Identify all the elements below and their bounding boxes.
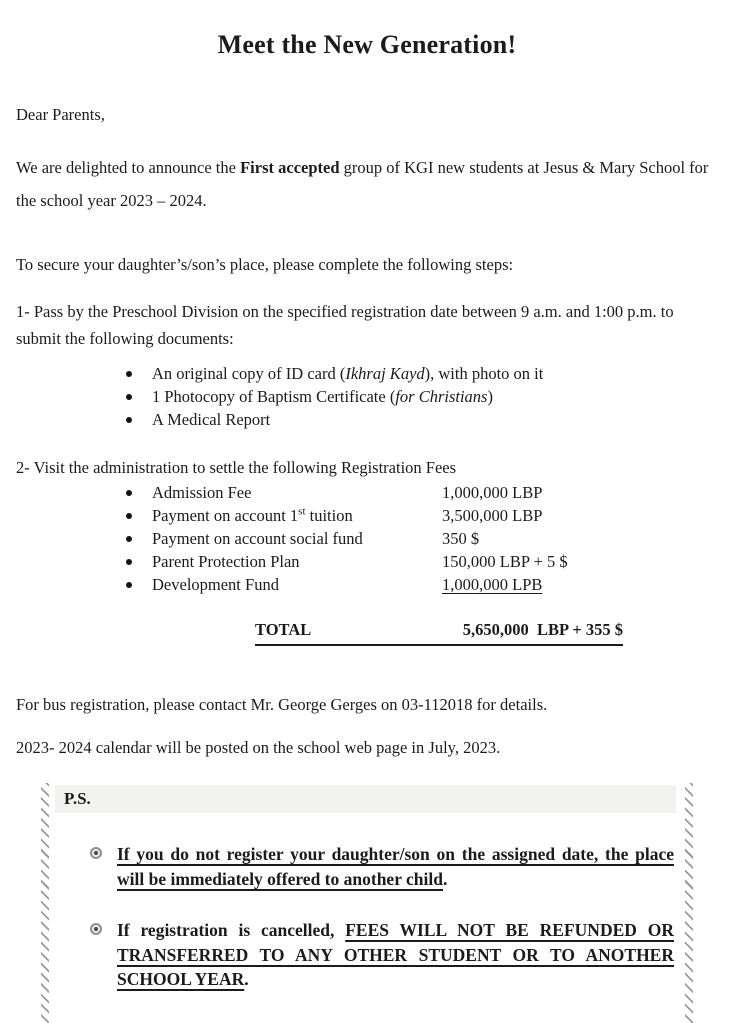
ps-note [90,842,674,891]
fee-amount: 1,000,000 LBP [442,483,543,502]
document-item-italic: for Christians [395,387,488,406]
bullet-icon [126,559,132,565]
ps-note-text [117,918,674,992]
documents-list [16,362,718,431]
document-item-italic: Ikhraj Kayd [345,364,425,383]
fee-label-post: tuition [305,506,353,525]
fee-label-pre: Parent Protection Plan [152,552,300,571]
document-item-pre: An original copy of ID card ( [152,364,346,383]
bullet-icon [126,490,132,496]
fee-label [152,481,442,504]
ps-note-plain: If registration is cancelled, [117,920,346,940]
document-item-post: ) [487,387,493,406]
ps-note-text [117,842,674,891]
bullet-icon [126,371,132,377]
document-list-item [126,362,718,385]
intro-paragraph [16,151,718,217]
bullet-icon [126,536,132,542]
ps-note-tail: . [244,969,249,989]
step-1-instruction: 1- Pass by the Preschool Division on the specified registration date between 9 a.m. and 1:00 p.m. to submit the following documents: [16,302,674,348]
ps-note-underlined: FEES WILL NOT BE REFUNDED OR TRANSFERRED TO ANY OTHER STUDENT OR TO ANOTHER SCHOOL YEAR [117,920,674,989]
intro-text-bold: First accepted [240,158,340,177]
fee-amount: 350 $ [442,529,480,548]
fee-row [126,550,718,573]
target-bullet-dot [94,927,98,931]
fee-row [126,573,718,596]
document-list-item [126,385,718,408]
document-item-post: ), with photo on it [424,364,544,383]
fee-label [152,573,442,596]
fee-label [152,527,442,550]
document-item-pre: A Medical Report [152,410,271,429]
target-bullet-icon [90,847,102,859]
salutation: Dear Parents, [16,105,105,124]
fee-label [152,504,442,527]
fee-amount: 3,500,000 LBP [442,506,543,525]
fee-amount: 1,000,000 LPB [442,575,543,594]
total-amount: 5,650,000 LBP + 355 $ [462,620,623,639]
calendar-line: 2023- 2024 calendar will be posted on the school web page in July, 2023. [16,738,501,757]
bullet-icon [126,582,132,588]
target-bullet-dot [94,851,98,855]
bullet-icon [126,417,132,423]
ps-header-bar [55,785,676,813]
ps-note-tail: . [442,868,448,889]
secure-place-line: To secure your daughter’s/son’s place, please complete the following steps: [16,255,514,274]
ps-box-right-border [685,783,693,1023]
fee-label-pre: Payment on account 1 [152,506,299,525]
fee-amount: 150,000 LBP + 5 $ [442,552,568,571]
fee-label-pre: Payment on account social fund [152,529,363,548]
bus-registration-line: For bus registration, please contact Mr. George Gerges on 03-112018 for details. [16,695,548,714]
fee-row [126,527,718,550]
bullet-icon [126,394,132,400]
fee-label [152,550,442,573]
ps-note-underlined: If you do not register your daughter/son on the assigned date, the place will be immediately offered to another child [117,844,674,889]
document-item-text [152,408,270,431]
fee-row [126,481,718,504]
document-item-text [152,362,543,385]
page-title: Meet the New Generation! [217,30,517,59]
fee-label-pre: Development Fund [152,575,279,594]
total-row-inner [255,618,623,645]
step-2-instruction: 2- Visit the administration to settle the following Registration Fees [16,458,457,477]
document-item-pre: 1 Photocopy of Baptism Certificate ( [152,387,396,406]
ps-box-left-border [41,783,49,1023]
ps-note [90,918,674,992]
target-bullet-icon [90,923,102,935]
ps-header-label: P.S. [64,789,91,808]
document-list-item [126,408,718,431]
fees-list [16,481,718,596]
fee-label-sup: st [298,505,306,518]
ps-box [44,783,690,1023]
total-row [255,618,623,646]
document-item-text [152,385,493,408]
total-label: TOTAL [255,620,312,639]
fee-row [126,504,718,527]
fee-label-pre: Admission Fee [152,483,252,502]
bullet-icon [126,513,132,519]
intro-text-pre: We are delighted to announce the [16,158,241,177]
intro-text-post: group of KGI new students at Jesus & Mary School for the school year 2023 – 2024. [16,158,709,210]
